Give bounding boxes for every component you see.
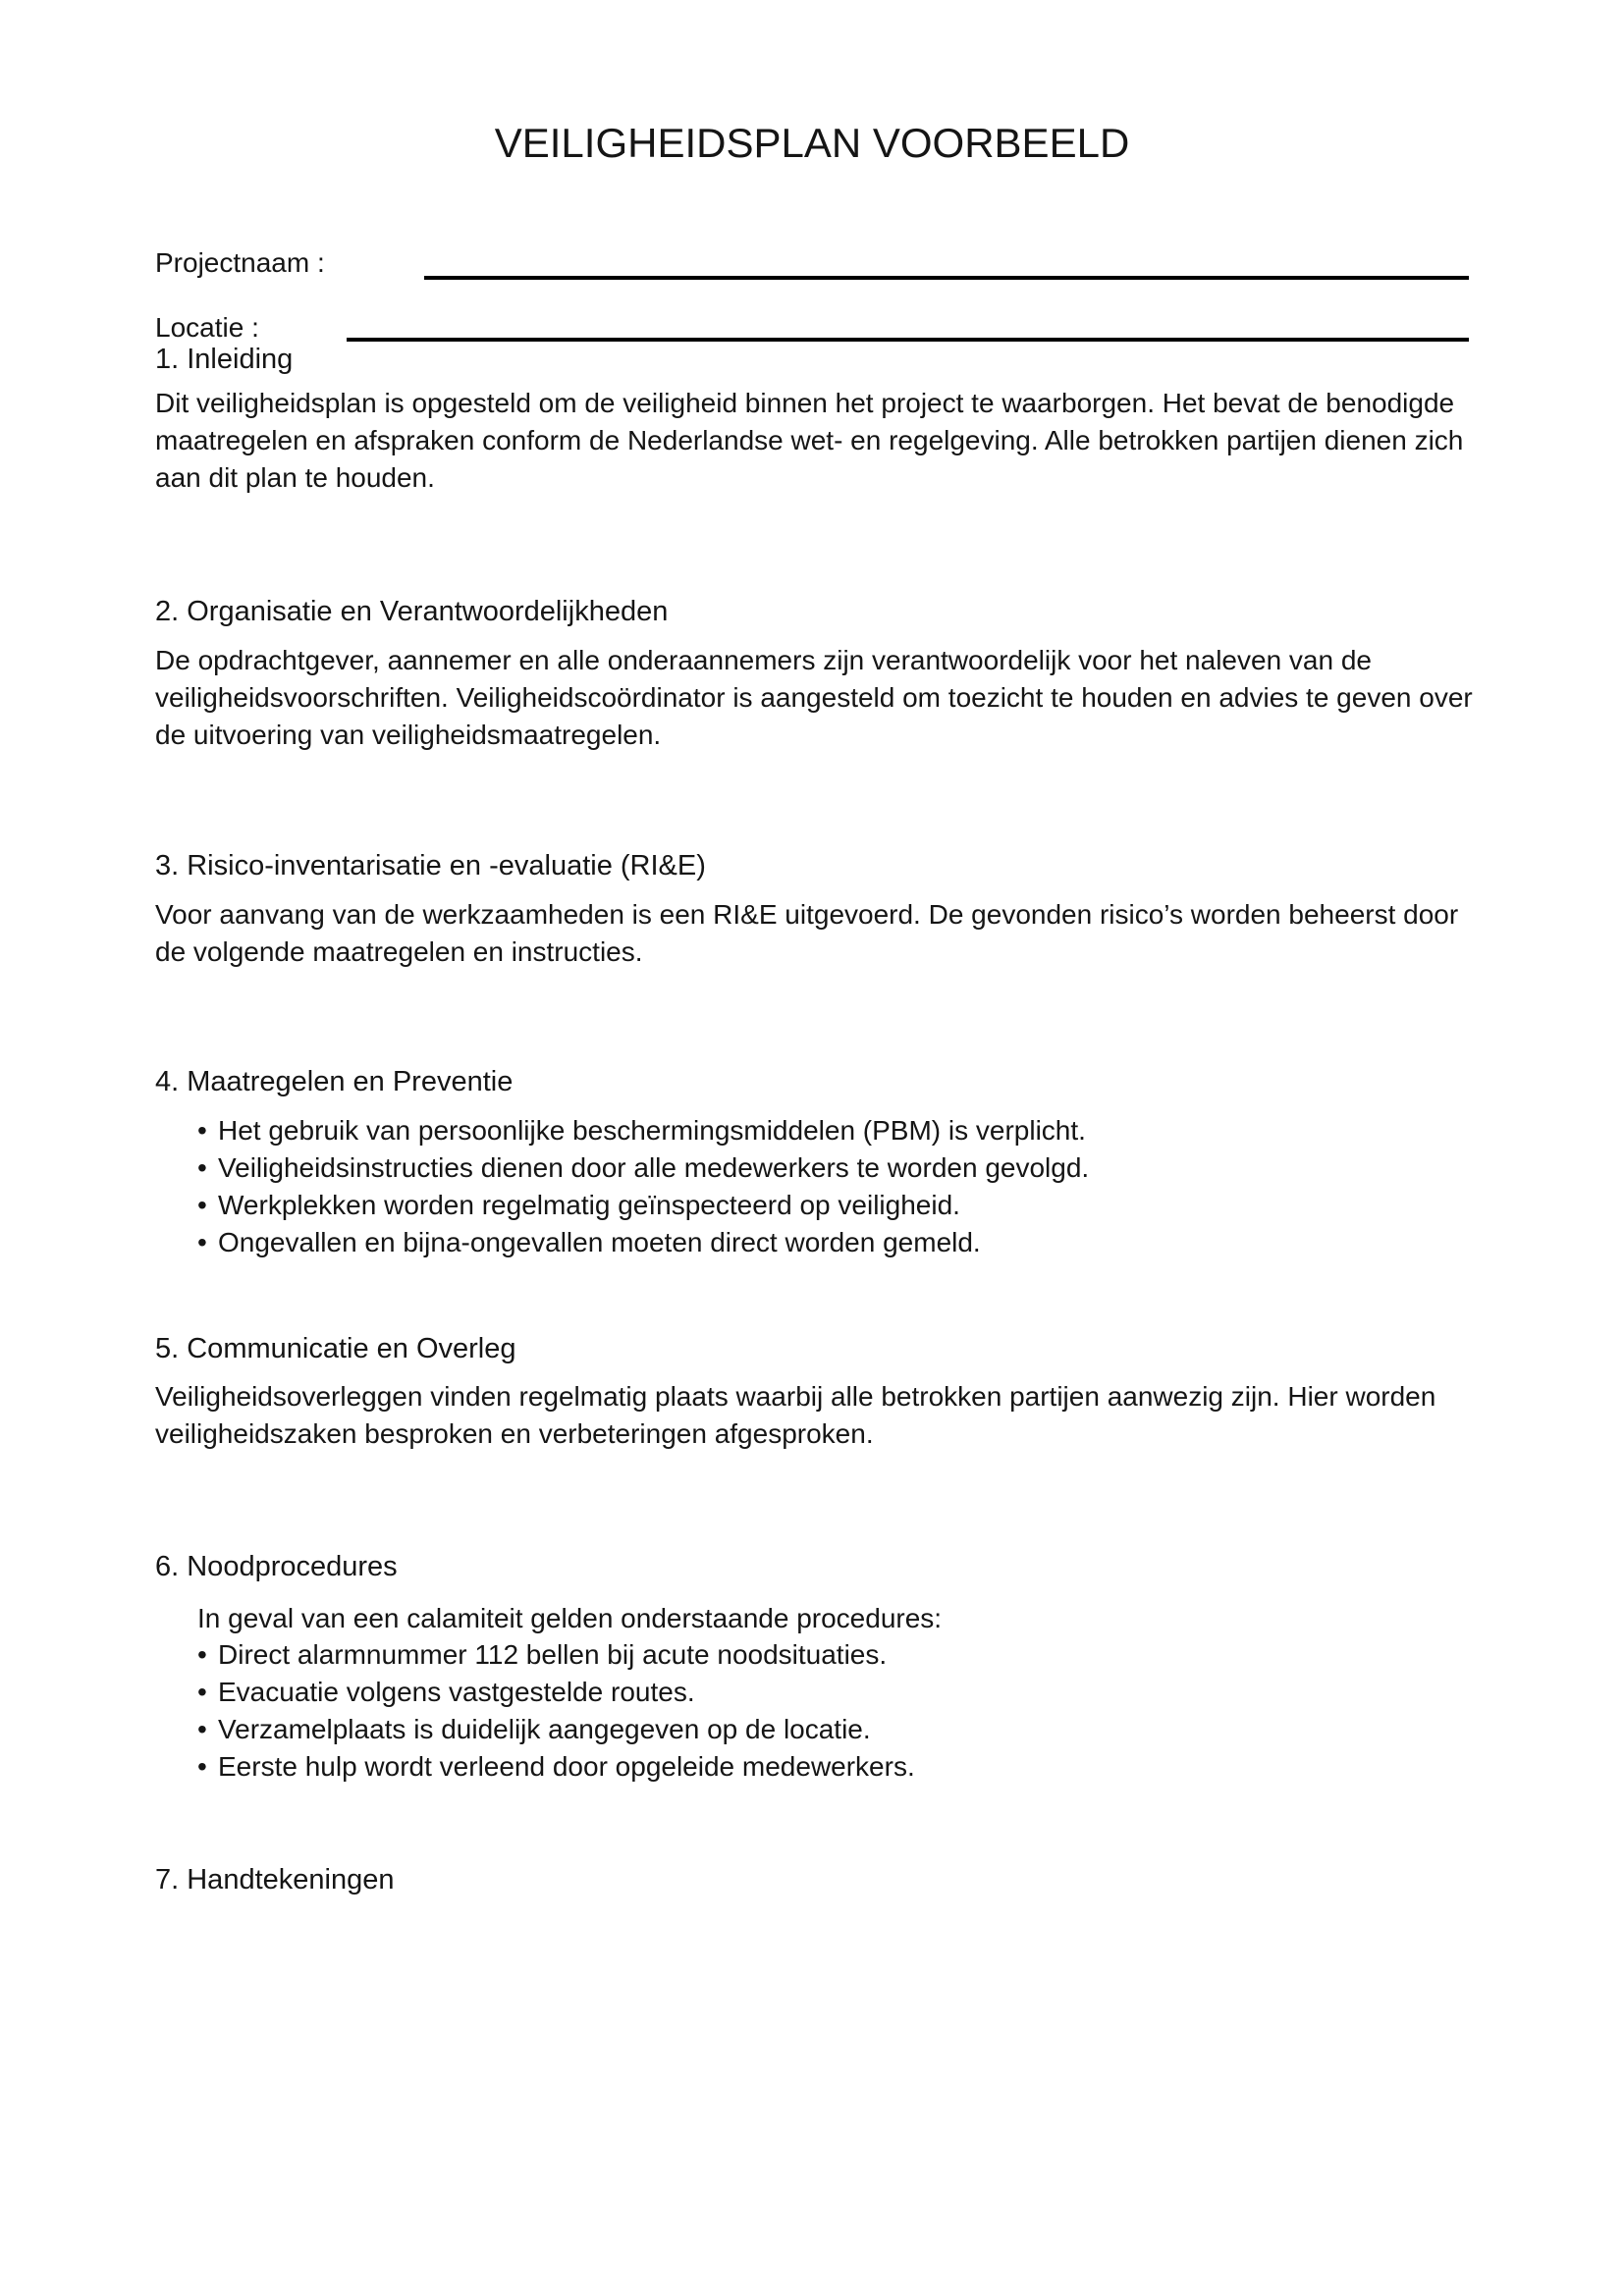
bullet-marker: • xyxy=(197,1227,207,1257)
bullet-item xyxy=(197,1636,915,1674)
section-3-heading: 3. Risico-inventarisatie en -evaluatie (RI&E) xyxy=(155,850,706,881)
bullet-marker: • xyxy=(197,1639,207,1670)
section-5-paragraph xyxy=(155,1378,1435,1453)
section-2-heading: 2. Organisatie en Verantwoordelijkheden xyxy=(155,596,669,627)
section-1-heading: 1. Inleiding xyxy=(155,344,294,375)
bullet-marker: • xyxy=(197,1115,207,1146)
bullet-text: Het gebruik van persoonlijke beschermingsmiddelen (PBM) is verplicht. xyxy=(218,1115,1086,1146)
section-6-heading: 6. Noodprocedures xyxy=(155,1551,398,1582)
bullet-item xyxy=(197,1112,1089,1149)
bullet-text: Verzamelplaats is duidelijk aangegeven op de locatie. xyxy=(218,1714,871,1744)
bullet-text: Direct alarmnummer 112 bellen bij acute noodsituaties. xyxy=(218,1639,888,1670)
bullet-marker: • xyxy=(197,1714,207,1744)
bullet-marker: • xyxy=(197,1751,207,1782)
bullet-item xyxy=(197,1149,1089,1187)
bullet-item xyxy=(197,1187,1089,1224)
bullet-text: Werkplekken worden regelmatig geïnspecteerd op veiligheid. xyxy=(218,1190,960,1220)
bullet-marker: • xyxy=(197,1152,207,1183)
bullet-marker: • xyxy=(197,1677,207,1707)
paragraph-line: aan dit plan te houden. xyxy=(155,462,435,493)
bullet-item xyxy=(197,1674,915,1711)
paragraph-line: veiligheidszaken besproken en verbeteringen afgesproken. xyxy=(155,1418,874,1449)
section-6-intro: In geval van een calamiteit gelden onderstaande procedures: xyxy=(197,1603,943,1633)
bullet-item xyxy=(197,1224,1089,1261)
field-label-projectnaam: Projectnaam : xyxy=(155,247,325,278)
paragraph-line: Voor aanvang van de werkzaamheden is een RI&E uitgevoerd. De gevonden risico’s worden beheerst door xyxy=(155,899,1459,930)
bullet-text: Veiligheidsinstructies dienen door alle medewerkers te worden gevolgd. xyxy=(218,1152,1090,1183)
section-1-paragraph xyxy=(155,385,1463,497)
section-5-heading: 5. Communicatie en Overleg xyxy=(155,1333,516,1364)
bullet-item xyxy=(197,1711,915,1748)
paragraph-line: Veiligheidsoverleggen vinden regelmatig plaats waarbij alle betrokken partijen aanwezig zijn. Hier worden xyxy=(155,1381,1436,1412)
paragraph-line: De opdrachtgever, aannemer en alle onderaannemers zijn verantwoordelijk voor het naleven van de xyxy=(155,645,1372,675)
bullet-text: Evacuatie volgens vastgestelde routes. xyxy=(218,1677,695,1707)
field-label-locatie: Locatie : xyxy=(155,312,259,343)
page-title: VEILIGHEIDSPLAN VOORBEELD xyxy=(494,120,1130,166)
bullet-text: Eerste hulp wordt verleend door opgeleide medewerkers. xyxy=(218,1751,915,1782)
field-blank-projectnaam xyxy=(424,276,1469,280)
bullet-marker: • xyxy=(197,1190,207,1220)
section-7-heading: 7. Handtekeningen xyxy=(155,1864,395,1896)
paragraph-line: Dit veiligheidsplan is opgesteld om de veiligheid binnen het project te waarborgen. Het bevat de benodigde xyxy=(155,388,1455,418)
section-4-heading: 4. Maatregelen en Preventie xyxy=(155,1066,514,1097)
paragraph-line: de volgende maatregelen en instructies. xyxy=(155,936,643,967)
bullet-text: Ongevallen en bijna-ongevallen moeten direct worden gemeld. xyxy=(218,1227,981,1257)
section-3-paragraph xyxy=(155,896,1458,971)
paragraph-line: maatregelen en afspraken conform de Nederlandse wet- en regelgeving. Alle betrokken partijen dienen zich xyxy=(155,425,1464,455)
section-2-paragraph xyxy=(155,642,1473,754)
field-blank-locatie xyxy=(347,338,1469,342)
paragraph-line: de uitvoering van veiligheidsmaatregelen. xyxy=(155,720,662,750)
section-6-bullet-list xyxy=(197,1636,915,1786)
section-4-bullet-list xyxy=(197,1112,1089,1261)
paragraph-line: veiligheidsvoorschriften. Veiligheidscoördinator is aangesteld om toezicht te houden en advies te geven over xyxy=(155,682,1473,713)
bullet-item xyxy=(197,1748,915,1786)
